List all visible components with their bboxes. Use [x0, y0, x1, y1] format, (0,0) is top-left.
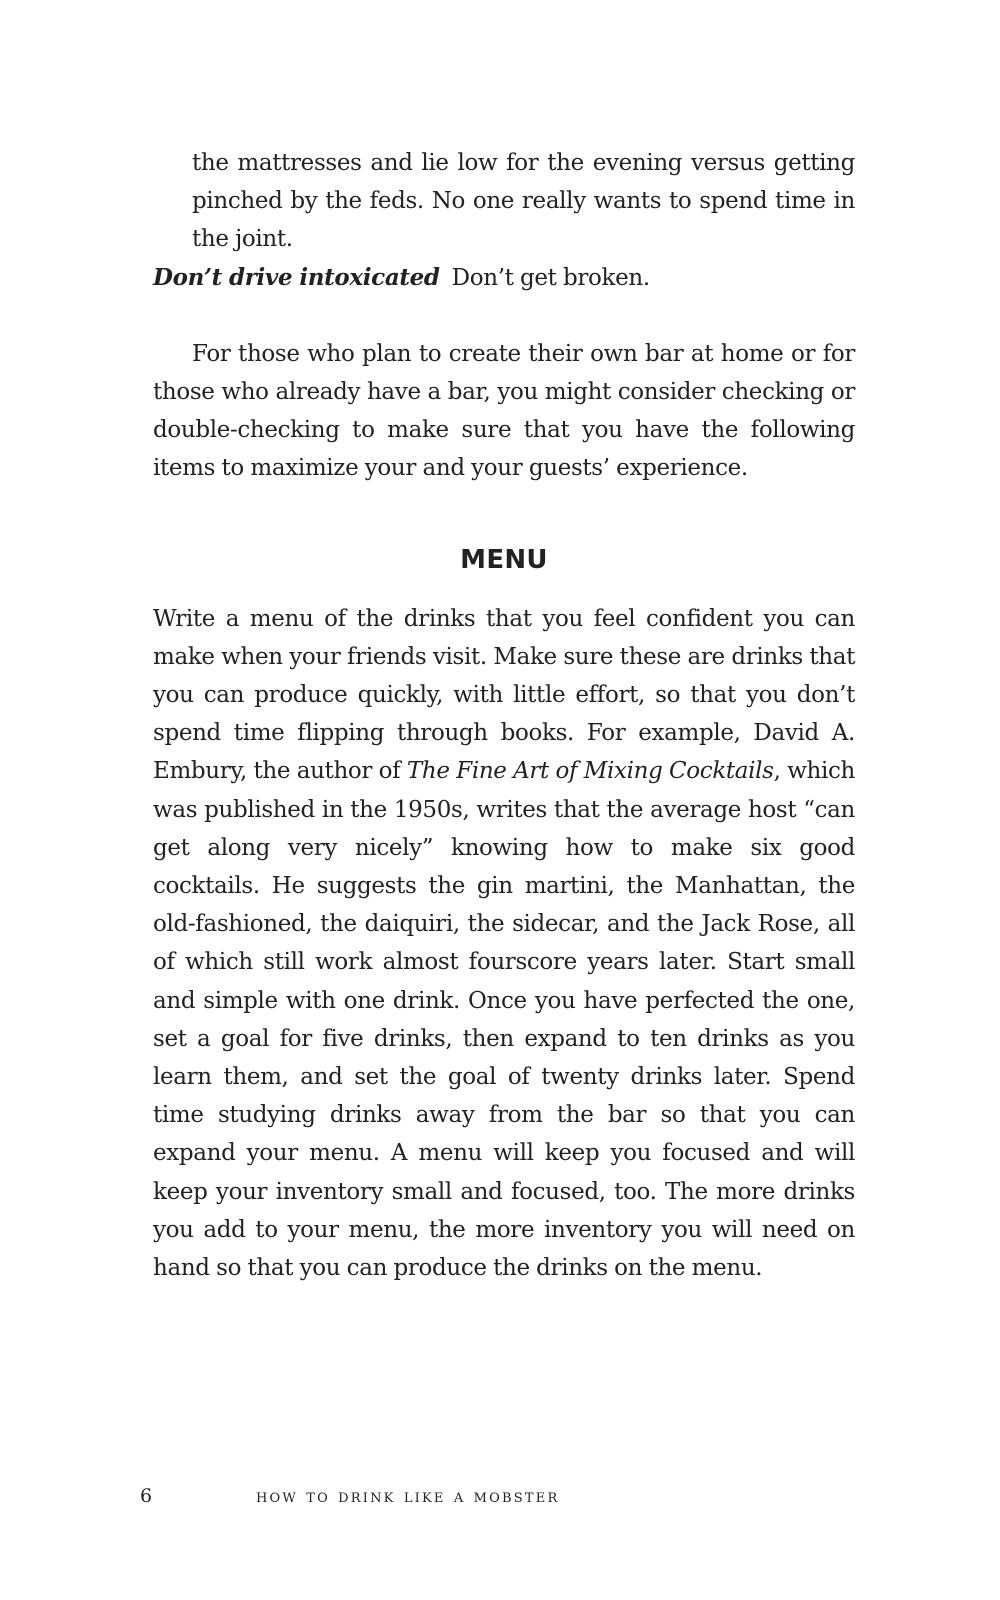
menu-paragraph — [153, 600, 855, 1288]
section-heading: MENU — [460, 544, 548, 575]
term-label: Don’t drive intoxicated — [153, 263, 440, 291]
term-definition: Don’t get broken. — [451, 264, 650, 291]
menu-text-start: Write a menu of the drinks that you feel confident you can make when your friends visit. Make sure these are drinks that you can produce quickly, with little effort, so that you don’t spend time flipping through books. For example, David A. Embury, the author of — [153, 605, 855, 785]
continued-paragraph: the mattresses and lie low for the evening versus getting pinched by the feds. No one really wants to spend time in the joint. — [192, 150, 855, 253]
term-entry — [153, 259, 855, 297]
intro-paragraph: For those who plan to create their own bar at home or for those who already have a bar, you might consider checking or double-checking to make sure that you have the following items to maximize your and your guests’ experience. — [153, 340, 855, 482]
page-footer — [140, 1485, 559, 1507]
running-head: how to drink like a mobster — [256, 1485, 560, 1507]
book-title: The Fine Art of Mixing Cocktails — [406, 758, 774, 785]
page-content — [153, 144, 855, 1287]
page-number: 6 — [140, 1485, 153, 1507]
menu-text-end: , which was published in the 1950s, writes that the average host “can get along very nicely” knowing how to make six good cocktails. He suggests the gin martini, the Manhattan, the old-fashioned, the daiquiri, the sidecar, and the Jack Rose, all of which still work almost fourscore years later. Start small and simple with one drink. Once you have perfected the one, set a goal for five drinks, then expand to ten drinks as you learn them, and set the goal of twenty drinks later. Spend time studying drinks away from the bar so that you can expand your menu. A menu will keep you focused and will keep your inventory small and focused, too. The more drinks you add to your menu, the more inventory you will need on hand so that you can produce the drinks on the menu. — [153, 758, 855, 1282]
